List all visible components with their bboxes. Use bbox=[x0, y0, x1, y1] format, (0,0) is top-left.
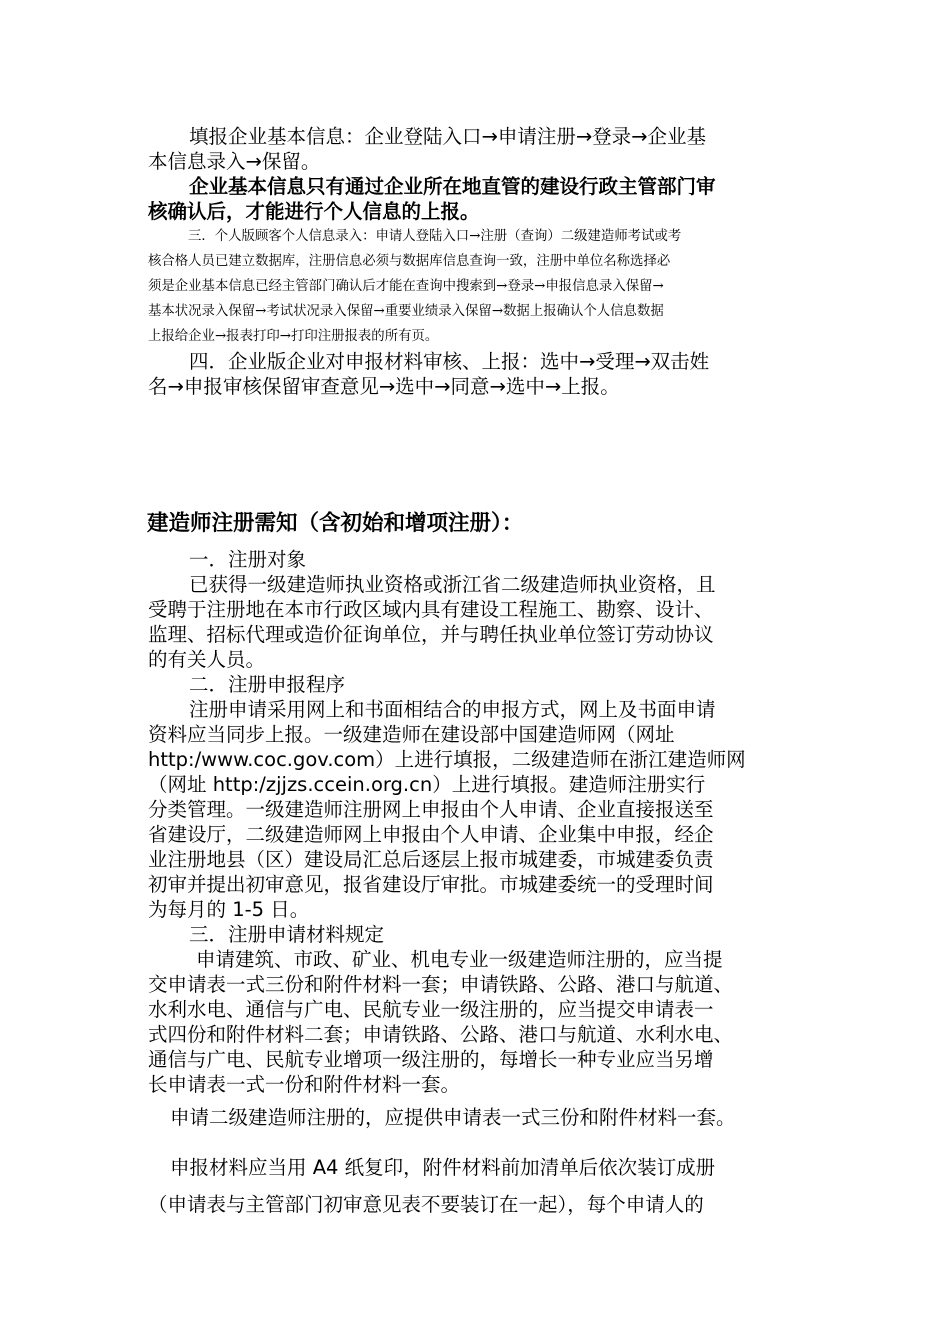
section-3-body bbox=[148, 947, 733, 1097]
text-line: 分类管理。一级建造师注册网上申报由个人申请、企业直接报送至 bbox=[148, 798, 714, 821]
text-line: 名→申报审核保留审查意见→选中→同意→选中→上报。 bbox=[148, 375, 620, 398]
text-line: 上报给企业→报表打印→打印注册报表的所有页。 bbox=[148, 329, 439, 344]
section-2-title: 二．注册申报程序 bbox=[189, 673, 346, 696]
text-line: 本信息录入→保留。 bbox=[148, 150, 321, 173]
text-line: 监理、招标代理或造价征询单位，并与聘任执业单位签订劳动协议 bbox=[148, 623, 714, 646]
intro-paragraph-2-bold bbox=[148, 174, 716, 224]
section-1-title: 一．注册对象 bbox=[189, 548, 307, 571]
text-line: （申请表与主管部门初审意见表不要装订在一起），每个申请人的 bbox=[148, 1193, 704, 1216]
second-level-paragraph: 申请二级建造师注册的，应提供申请表一式三份和附件材料一套。 bbox=[170, 1106, 736, 1129]
text-line: 资料应当同步上报。一级建造师在建设部中国建造师网（网址 bbox=[148, 723, 675, 746]
section-1-body bbox=[148, 572, 716, 672]
text-line: 申请建筑、市政、矿业、机电专业一级建造师注册的，应当提 bbox=[196, 948, 723, 971]
text-line: 通信与广电、民航专业增项一级注册的，每增长一种专业应当另增 bbox=[148, 1048, 714, 1071]
text-line: http:/www.coc.gov.com）上进行填报，二级建造师在浙江建造师网 bbox=[148, 748, 746, 771]
text-line: 注册申请采用网上和书面相结合的申报方式，网上及书面申请 bbox=[189, 698, 716, 721]
text-line: 核合格人员已建立数据库，注册信息必须与数据库信息查询一致，注册中单位名称选择必 bbox=[148, 254, 671, 269]
section-2-body bbox=[148, 697, 746, 922]
text-line: 省建设厅，二级建造师网上申报由个人申请、企业集中申报，经企 bbox=[148, 823, 714, 846]
text-line: 填报企业基本信息：企业登陆入口→申请注册→登录→企业基 bbox=[189, 125, 707, 148]
text-line: 受聘于注册地在本市行政区域内具有建设工程施工、勘察、设计、 bbox=[148, 598, 714, 621]
text-line: 企业基本信息只有通过企业所在地直管的建设行政主管部门审 bbox=[189, 175, 716, 198]
text-line: 须是企业基本信息已经主管部门确认后才能在查询中搜索到→登录→申报信息录入保留→ bbox=[148, 279, 664, 294]
text-line: 核确认后，才能进行个人信息的上报。 bbox=[148, 200, 480, 223]
text-line: 申报材料应当用 A4 纸复印，附件材料前加清单后依次装订成册 bbox=[170, 1156, 716, 1179]
text-line: 业注册地县（区）建设局汇总后逐层上报市城建委，市城建委负责 bbox=[148, 848, 714, 871]
intro-paragraph-4 bbox=[148, 349, 709, 399]
text-line: 三．个人版顾客个人信息录入：申请人登陆入口→注册（查询）二级建造师考试或考 bbox=[188, 229, 682, 244]
intro-paragraph-3 bbox=[148, 224, 681, 349]
text-line: 水利水电、通信与广电、民航专业一级注册的，应当提交申请表一 bbox=[148, 998, 714, 1021]
text-line: （网址 http:/zjjzs.ccein.org.cn）上进行填报。建造师注册实行 bbox=[148, 773, 706, 796]
section-3-title: 三．注册申请材料规定 bbox=[189, 923, 385, 946]
notice-title: 建造师注册需知（含初始和增项注册）： bbox=[147, 511, 524, 536]
text-line: 式四份和附件材料二套；申请铁路、公路、港口与航道、水利水电、 bbox=[148, 1023, 734, 1046]
text-line: 已获得一级建造师执业资格或浙江省二级建造师执业资格，且 bbox=[189, 573, 716, 596]
text-line: 初审并提出初审意见，报省建设厅审批。市城建委统一的受理时间 bbox=[148, 873, 714, 896]
text-line: 的有关人员。 bbox=[148, 648, 266, 671]
text-line: 交申请表一式三份和附件材料一套；申请铁路、公路、港口与航道、 bbox=[148, 973, 734, 996]
intro-paragraph-1 bbox=[148, 124, 706, 174]
text-line: 基本状况录入保留→考试状况录入保留→重要业绩录入保留→数据上报确认个人信息数据 bbox=[148, 304, 664, 319]
text-line: 四．企业版企业对申报材料审核、上报：选中→受理→双击姓 bbox=[189, 350, 710, 373]
text-line: 长申请表一式一份和附件材料一套。 bbox=[148, 1073, 461, 1096]
text-line: 为每月的 1-5 日。 bbox=[148, 898, 310, 921]
a4-paragraph bbox=[148, 1152, 715, 1220]
